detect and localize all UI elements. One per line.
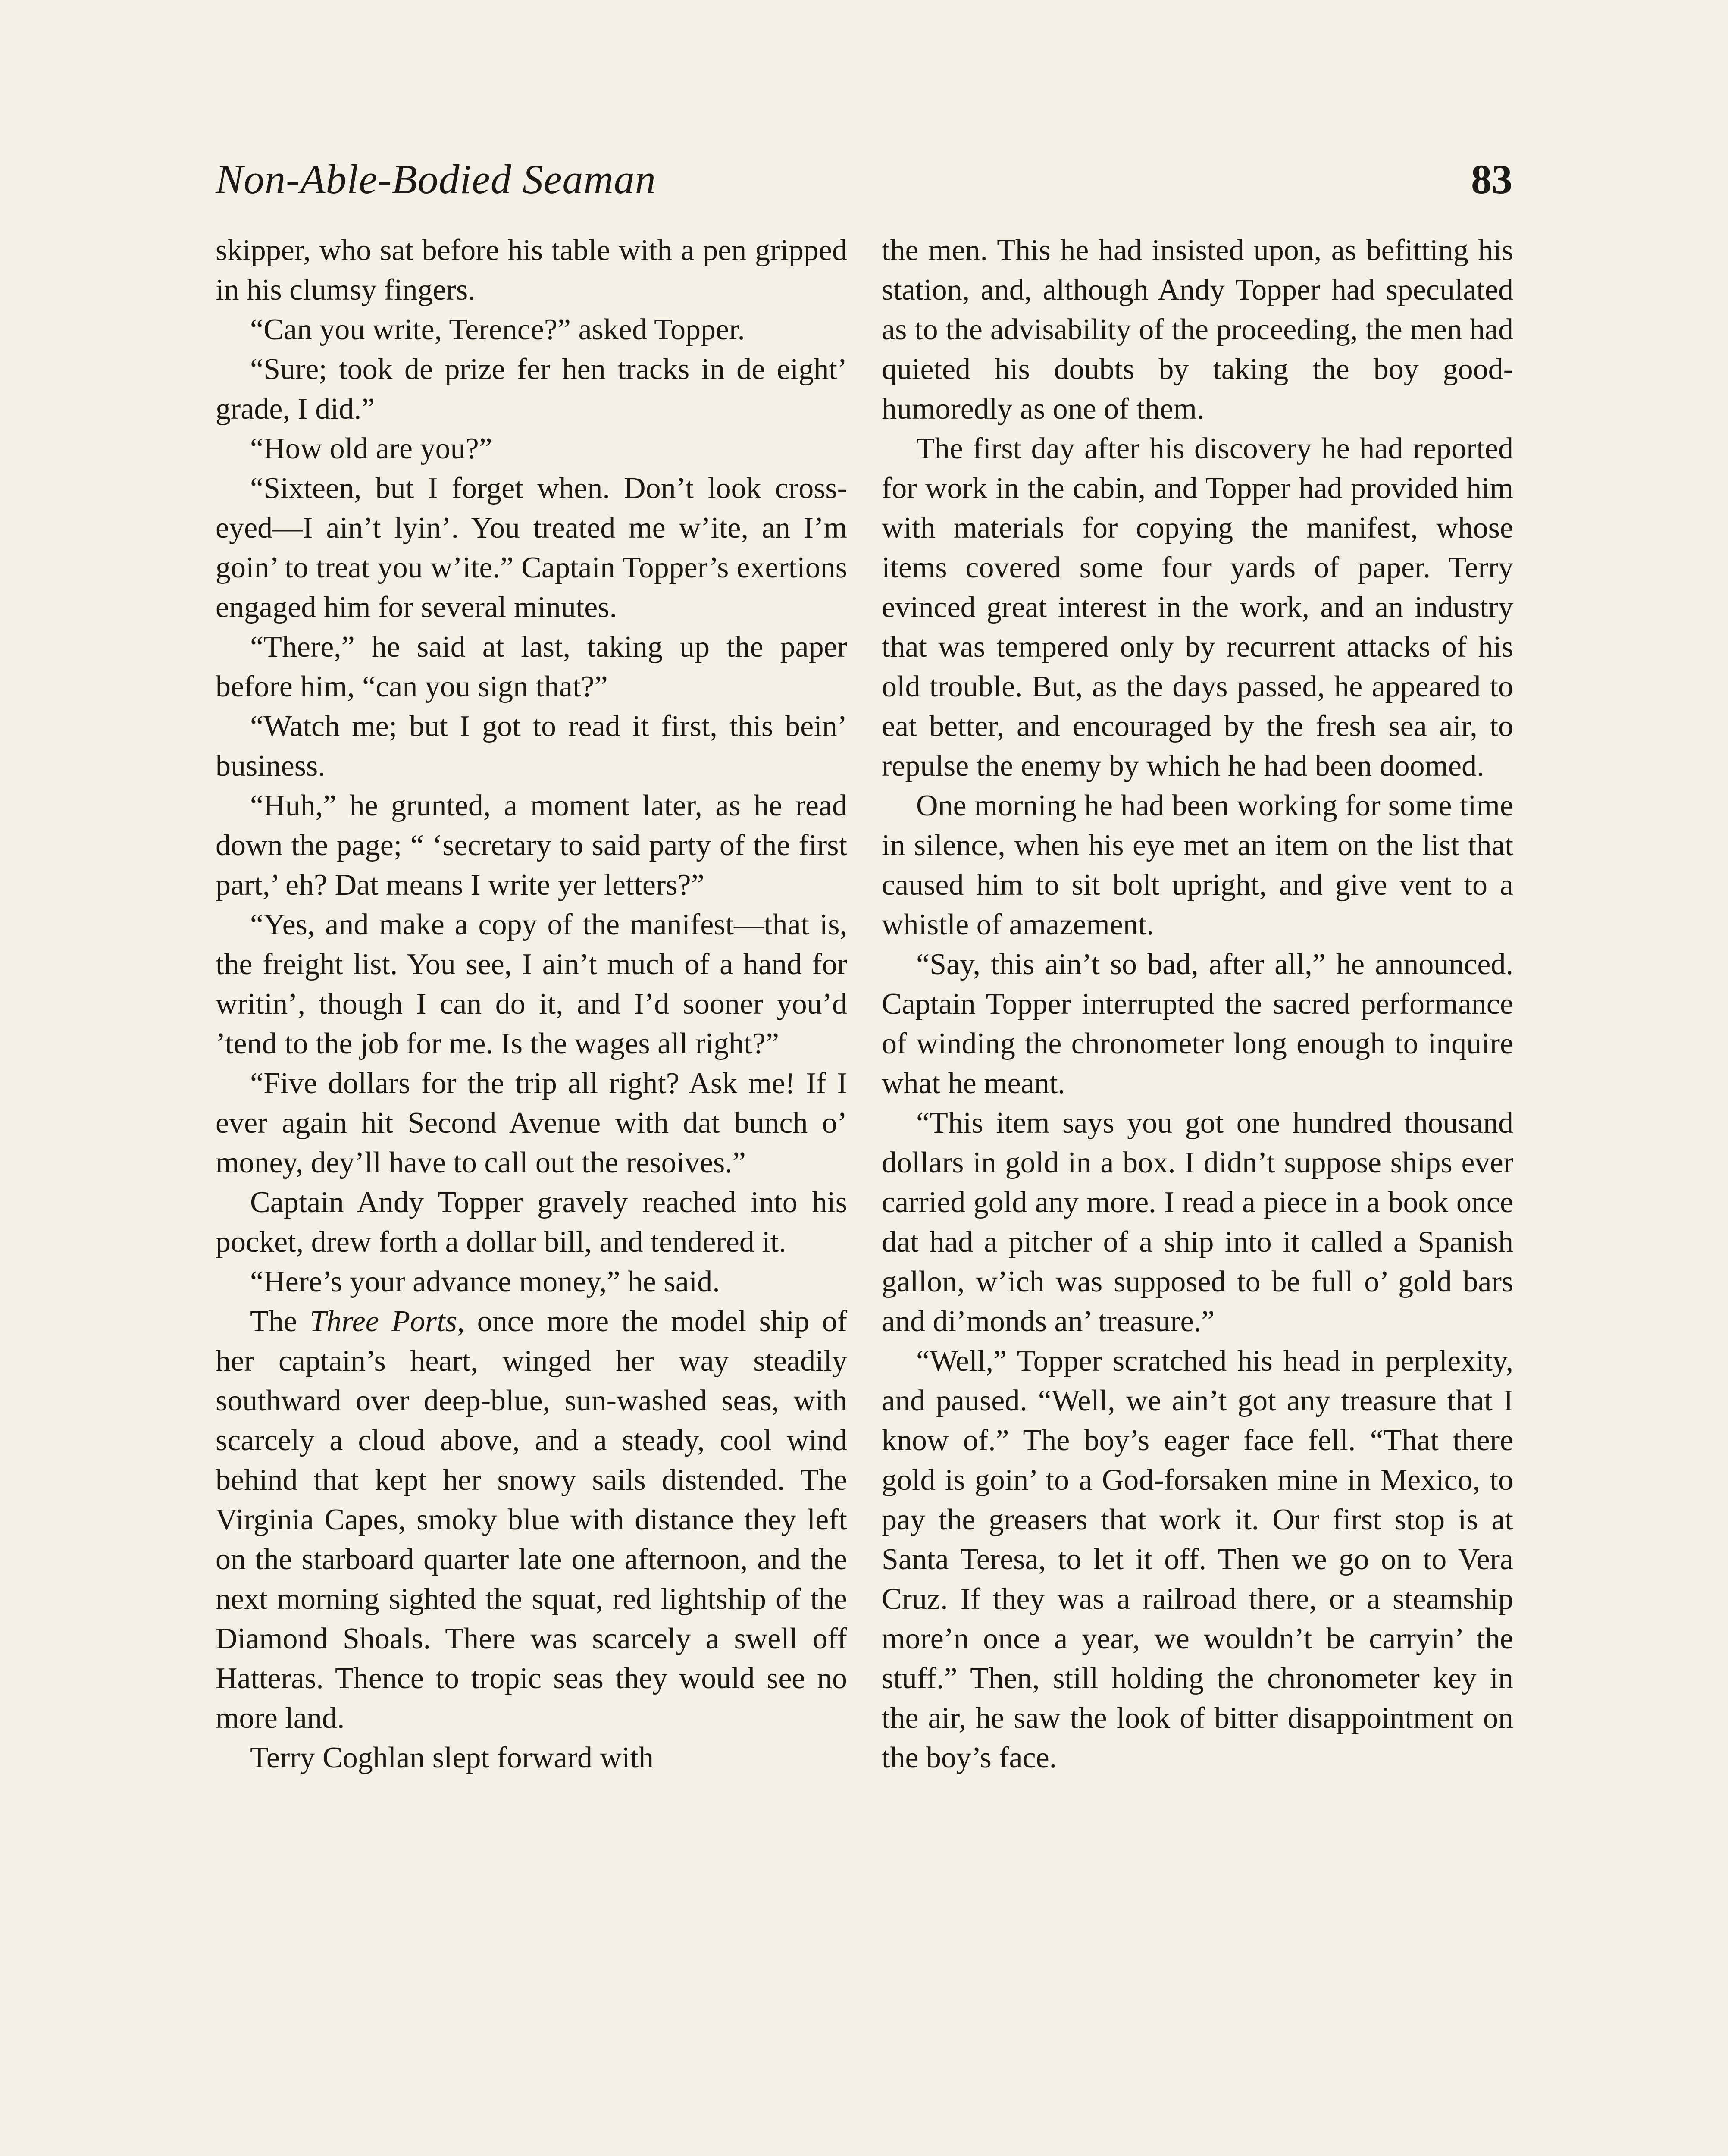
paragraph: “How old are you?” xyxy=(250,432,492,465)
running-title: Non-Able-Bodied Seaman xyxy=(216,156,656,202)
left-column xyxy=(216,231,847,2156)
page-header xyxy=(216,147,1512,211)
paragraph: “Five dollars for the trip all right? Ask me! If I ever again hit Second Avenue with dat bunch o’ money, dey’ll have to call out the resoives.” xyxy=(216,1067,847,1179)
text-columns xyxy=(216,231,1513,2156)
paragraph-rest: once more the model ship of her captain’s heart, winged her way steadily southward over deep-blue, sun-washed seas, with scarcely a cloud above, and a steady, cool wind behind that kept her snowy sails distended. The Virginia Capes, smoky blue with distance they left on the starboard quarter late one afternoon, and the next morning sighted the squat, red lightship of the Diamond Shoals. There was scarcely a swell off Hatteras. Thence to tropic seas they would see no more land. xyxy=(216,1305,848,1735)
right-column xyxy=(882,231,1513,2156)
paragraph: “Yes, and make a copy of the manifest—that is, the freight list. You see, I ain’t much of a hand for writin’, though I can do it, and I’d sooner you’d ’tend to the job for me. Is the wages all right?” xyxy=(216,908,847,1060)
paragraph: “Watch me; but I got to read it first, this bein’ business. xyxy=(216,710,847,783)
paragraph: “This item says you got one hundred thousand dollars in gold in a box. I didn’t suppose ships ever carried gold any more. I read a piece in a book once dat had a pitcher of a ship into it called a Spanish gallon, w’ich was supposed to be full o’ gold bars and di’monds an’ treasure.” xyxy=(882,1106,1513,1338)
page-number: 83 xyxy=(1471,156,1512,202)
paragraph: skipper, who sat before his table with a pen gripped in his clumsy fingers. xyxy=(216,234,847,307)
paragraph: “Can you write, Terence?” asked Topper. xyxy=(250,313,745,346)
paragraph: the men. This he had insisted upon, as befitting his station, and, although Andy Topper had speculated as to the advisability of the proceeding, the men had quieted his doubts by taking the boy good-humoredly as one of them. xyxy=(882,234,1513,426)
paragraph: Captain Andy Topper gravely reached into his pocket, drew forth a dollar bill, and tendered it. xyxy=(216,1186,847,1259)
paragraph: “Say, this ain’t so bad, after all,” he announced. Captain Topper interrupted the sacred performance of winding the chronometer long enough to inquire what he meant. xyxy=(882,948,1513,1100)
paragraph: One morning he had been working for some time in silence, when his eye met an item on the list that caused him to sit bolt upright, and give vent to a whistle of amazement. xyxy=(882,789,1513,941)
paragraph: “Sure; took de prize fer hen tracks in de eight’ grade, I did.” xyxy=(216,353,847,426)
paragraph: “Here’s your advance money,” he said. xyxy=(250,1265,720,1298)
paragraph: “Sixteen, but I forget when. Don’t look cross-eyed—I ain’t lyin’. You treated me w’ite, an I’m goin’ to treat you w’ite.” Captain Topper’s exertions engaged him for several minutes. xyxy=(216,472,847,624)
paragraph xyxy=(216,1302,847,1738)
paragraph: Terry Coghlan slept forward with xyxy=(250,1741,654,1774)
paragraph-lead: The xyxy=(250,1305,310,1338)
paragraph: “Well,” Topper scratched his head in perplexity, and paused. “Well, we ain’t got any treasure that I know of.” The boy’s eager face fell. “That there gold is goin’ to a God-forsaken mine in Mexico, to pay the greasers that work it. Our first stop is at Santa Teresa, to let it off. Then we go on to Vera Cruz. If they was a railroad there, or a steamship more’n once a year, we wouldn’t be carryin’ the stuff.” Then, still holding the chronometer key in the air, he saw the look of bitter disappointment on the boy’s face. xyxy=(882,1344,1513,1774)
paragraph: The first day after his discovery he had reported for work in the cabin, and Topper had provided him with materials for copying the manifest, whose items covered some four yards of paper. Terry evinced great interest in the work, and an industry that was tempered only by recurrent attacks of his old trouble. But, as the days passed, he appeared to eat better, and encouraged by the fresh sea air, to repulse the enemy by which he had been doomed. xyxy=(882,432,1513,783)
paragraph: “Huh,” he grunted, a moment later, as he read down the page; “ ‘secretary to said party of the first part,’ eh? Dat means I write yer letters?” xyxy=(216,789,847,902)
paragraph: “There,” he said at last, taking up the paper before him, “can you sign that?” xyxy=(216,630,847,703)
ship-name: Three Ports, xyxy=(310,1305,465,1338)
